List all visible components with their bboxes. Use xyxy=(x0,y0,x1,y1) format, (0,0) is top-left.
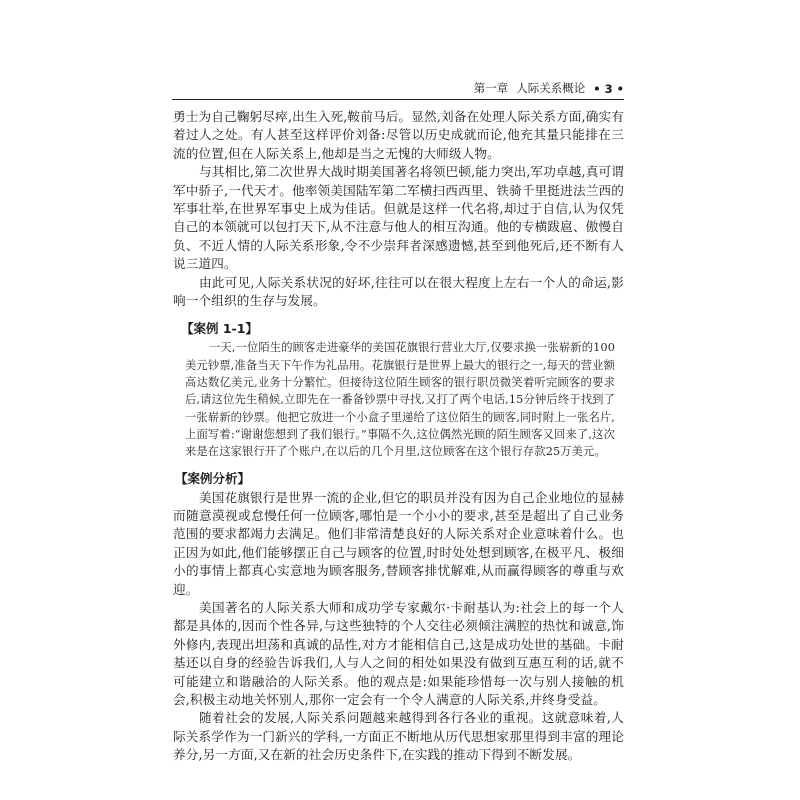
body-paragraph: 与其相比,第二次世界大战时期美国著名将领巴顿,能力突出,军功卓越,真可谓军中骄子,一代天才。他率领美国陆军第二军横扫西西里、铁骑千里挺进法兰西的军事壮举,在世界军事史上成为佳话。但就是这样一代名将,却过于自信,认为仅凭自己的本领就可以包打天下,从不注意与他人的相互沟通。他的专横跋扈、傲慢自负、不近人情的人际关系形象,令不少崇拜者深感遗憾,甚至到他死后,还不断有人说三道四。 xyxy=(173,164,624,272)
case-title: 【案例 1-1】 xyxy=(181,321,258,337)
body-paragraph: 由此可见,人际关系状况的好坏,往往可以在很大程度上左右一个人的命运,影响一个组织的生存与发展。 xyxy=(173,274,624,309)
analysis-paragraph: 美国著名的人际关系大师和成功学专家戴尔·卡耐基认为:社会上的每一个人都是具体的,因而个性各异,与这些独特的个人交往必须倾注满腔的热忱和诚意,饰外修内,表现出坦荡和真诚的品性,对方才能相信自己,这是成功处世的基础。卡耐基还以自身的经验告诉我们,人与人之间的相处如果没有做到互惠互利的话,就不可能建立和谐融洽的人际关系。他的观点是:如果能珍惜每一次与别人接触的机会,积极主动地关怀别人,那你一定会有一个令人满意的人际关系,并终身受益。 xyxy=(173,599,624,708)
body-paragraph: 勇士为自己鞠躬尽瘁,出生入死,鞍前马后。显然,刘备在处理人际关系方面,确实有着过人之处。有人甚至这样评价刘备:尽管以历史成就而论,他充其量只能排在三流的位置,但在人际关系上,他却是当之无愧的大师级人物。 xyxy=(173,109,624,161)
page-body xyxy=(173,108,624,765)
page-number: • 3 • xyxy=(593,82,624,96)
case-body: 一天,一位陌生的顾客走进豪华的美国花旗银行营业大厅,仅要求换一张崭新的100美元钞票,准备当天下午作为礼品用。花旗银行是世界上最大的银行之一,每天的营业额高达数亿美元,业务十分繁忙。但接待这位陌生顾客的银行职员微笑着听完顾客的要求后,请这位先生稍候,立即先在一番备钞票中寻找,又打了两个电话,15分钟后终于找到了一张崭新的钞票。他把它放进一个小盒子里递给了这位陌生的顾客,同时附上一张名片,上面写着:“谢谢您想到了我们银行。”事隔不久,这位偶然光顾的陌生顾客又回来了,这次来是在这家银行开了个账户,在以后的几个月里,这位顾客在这个银行存款25万美元。 xyxy=(185,341,615,459)
analysis-paragraph: 美国花旗银行是世界一流的企业,但它的职员并没有因为自己企业地位的显赫而随意漠视或怠慢任何一位顾客,哪怕是一个小小的要求,甚至是超出了自己业务范围的要求都竭力去满足。他们非常清楚良好的人际关系对企业意味着什么。也正因为如此,他们能够摆正自己与顾客的位置,时时处处想到顾客,在极平凡、极细小的事情上都真心实意地为顾客服务,替顾客排忧解难,从而赢得顾客的尊重与欢迎。 xyxy=(173,489,624,597)
analysis-paragraph: 随着社会的发展,人际关系问题越来越得到各行各业的重视。这就意味着,人际关系学作为一门新兴的学科,一方面正不断地从历代思想家那里得到丰富的理论养分,另一方面,又在新的社会历史条件下,在实践的推动下得到不断发展。 xyxy=(173,710,624,763)
running-header xyxy=(172,78,624,100)
chapter-label: 第一章 xyxy=(473,81,509,95)
chapter-title: 人际关系概论 xyxy=(516,81,586,95)
analysis-title: 【案例分析】 xyxy=(175,470,251,486)
